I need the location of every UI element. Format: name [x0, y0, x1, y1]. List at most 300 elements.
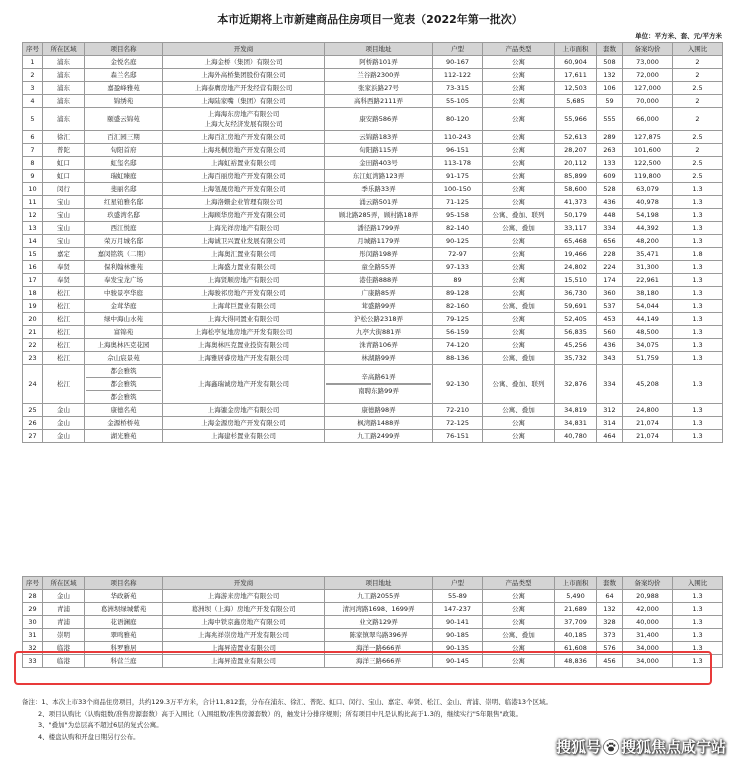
cell-no: 21: [23, 326, 43, 339]
cell-project-name: 虹玺名邸: [85, 157, 163, 170]
cell-ratio: 1.3: [673, 326, 723, 339]
cell-address: 业文路129弄: [325, 616, 433, 629]
cell-units: 436: [597, 196, 623, 209]
cell-listed-area: 58,600: [555, 183, 597, 196]
cell-developer: 上海骏祁房地产开发有限公司: [163, 287, 325, 300]
cell-layout: 96-151: [433, 144, 483, 157]
cell-avg-price: 31,300: [623, 261, 673, 274]
cell-no: 6: [23, 131, 43, 144]
cell-listed-area: 48,836: [555, 655, 597, 668]
cell-units: 555: [597, 108, 623, 131]
cell-project-name: [85, 365, 163, 404]
cell-developer: 上海建杉置业有限公司: [163, 430, 325, 443]
table-row: [23, 352, 723, 365]
cell-ratio: 1.3: [673, 655, 723, 668]
cell-ratio: 1.3: [673, 339, 723, 352]
cell-no: 33: [23, 655, 43, 668]
cell-project-name: 荣万月城名邸: [85, 235, 163, 248]
cell-project-name: 金源桥桥苑: [85, 417, 163, 430]
cell-area: 浦东: [43, 69, 85, 82]
cell-area: 徐汇: [43, 131, 85, 144]
header-cell: 所在区域: [43, 577, 85, 590]
cell-product-type: 公寓: [483, 616, 555, 629]
cell-area: 奉贤: [43, 261, 85, 274]
cell-ratio: 2.5: [673, 131, 723, 144]
cell-product-type: 公寓: [483, 248, 555, 261]
cell-listed-area: 33,117: [555, 222, 597, 235]
note-line: 3、"叠加"为总层高不超过6层的复式公寓。: [38, 721, 163, 730]
cell-avg-price: 119,800: [623, 170, 673, 183]
cell-no: 25: [23, 404, 43, 417]
cell-project-name: 绿中海山水苑: [85, 313, 163, 326]
table-row: [23, 261, 723, 274]
cell-developer: 上海昇造置业有限公司: [163, 642, 325, 655]
table-row: [23, 287, 723, 300]
cell-no: 15: [23, 248, 43, 261]
cell-ratio: 1.3: [673, 629, 723, 642]
cell-listed-area: 34,819: [555, 404, 597, 417]
cell-developer: 上海昇造置业有限公司: [163, 655, 325, 668]
cell-product-type: 公寓、叠加: [483, 300, 555, 313]
header-cell: 入围比: [673, 43, 723, 56]
cell-avg-price: 31,400: [623, 629, 673, 642]
cell-avg-price: 42,000: [623, 603, 673, 616]
cell-address: 季乐路33弄: [325, 183, 433, 196]
cell-no: 9: [23, 170, 43, 183]
cell-listed-area: 52,613: [555, 131, 597, 144]
cell-layout: 100-150: [433, 183, 483, 196]
cell-project-name: 中骏景亭华庭: [85, 287, 163, 300]
cell-area: 金山: [43, 430, 85, 443]
cell-units: 609: [597, 170, 623, 183]
cell-listed-area: 50,179: [555, 209, 597, 222]
cell-listed-area: 12,503: [555, 82, 597, 95]
cell-address: 张家浜路27号: [325, 82, 433, 95]
cell-units: 576: [597, 642, 623, 655]
cell-avg-price: 54,044: [623, 300, 673, 313]
cell-product-type: 公寓: [483, 287, 555, 300]
cell-layout: 90-145: [433, 655, 483, 668]
table-row: [23, 209, 723, 222]
note-line: 2、项目认购比（认购组数/准售房源套数）高于入围比（入围组数/准售房源套数）的，触发计分排序规则；所有项目中凡是认购比高于1.3的，继续实行"5年限售"政策。: [38, 709, 522, 718]
cell-units: 453: [597, 313, 623, 326]
cell-developer: 上海百汇房地产开发有限公司: [163, 131, 325, 144]
cell-layout: 92-130: [433, 365, 483, 404]
cell-avg-price: 21,074: [623, 430, 673, 443]
cell-ratio: 2: [673, 56, 723, 69]
cell-developer: 上海兆桐房地产开发有限公司: [163, 144, 325, 157]
cell-ratio: 1.3: [673, 404, 723, 417]
table-row: [23, 95, 723, 108]
cell-no: 32: [23, 642, 43, 655]
cell-layout: 95-158: [433, 209, 483, 222]
cell-address: 海洋三路666弄: [325, 655, 433, 668]
cell-avg-price: 54,198: [623, 209, 673, 222]
header-cell: 上市面积: [555, 577, 597, 590]
cell-address: 康安路586弄: [325, 108, 433, 131]
cell-avg-price: 44,149: [623, 313, 673, 326]
cell-avg-price: 45,208: [623, 365, 673, 404]
cell-area: 金山: [43, 417, 85, 430]
cell-listed-area: 28,207: [555, 144, 597, 157]
cell-layout: 110-243: [433, 131, 483, 144]
cell-layout: 82-140: [433, 222, 483, 235]
cell-product-type: 公寓: [483, 430, 555, 443]
cell-address: 广康路85弄: [325, 287, 433, 300]
cell-layout: 56-159: [433, 326, 483, 339]
cell-area: 宝山: [43, 196, 85, 209]
cell-developer: 上海泰膺房地产开发经营有限公司: [163, 82, 325, 95]
cell-area: 松江: [43, 313, 85, 326]
cell-layout: 80-120: [433, 108, 483, 131]
cell-developer: 上海游来房地产有限公司: [163, 590, 325, 603]
cell-product-type: 公寓: [483, 417, 555, 430]
cell-address: 月城路1179弄: [325, 235, 433, 248]
cell-ratio: 1.3: [673, 603, 723, 616]
cell-product-type: 公寓: [483, 590, 555, 603]
cell-area: 浦东: [43, 56, 85, 69]
cell-avg-price: 127,875: [623, 131, 673, 144]
header-cell: 开发商: [163, 43, 325, 56]
cell-ratio: 1.3: [673, 235, 723, 248]
cell-address: 洙青路106弄: [325, 339, 433, 352]
cell-area: 临港: [43, 642, 85, 655]
cell-developer: 上海兆祥崇房地产开发有限公司: [163, 629, 325, 642]
cell-product-type: 公寓: [483, 642, 555, 655]
cell-layout: 72-125: [433, 417, 483, 430]
note-line: 4、楼盘认购和开盘日期另行公布。: [38, 732, 140, 741]
cell-units: 132: [597, 603, 623, 616]
cell-avg-price: 38,180: [623, 287, 673, 300]
cell-developer: 上海松亭复地房地产开发有限公司: [163, 326, 325, 339]
table-row: [23, 313, 723, 326]
cell-area: 金山: [43, 590, 85, 603]
cell-units: 360: [597, 287, 623, 300]
cell-area: 松江: [43, 339, 85, 352]
developer-line: 上海海东房地产有限公司: [207, 110, 280, 118]
cell-ratio: 2: [673, 69, 723, 82]
cell-layout: 90-141: [433, 616, 483, 629]
cell-address: 潘径路1799弄: [325, 222, 433, 235]
cell-units: 224: [597, 261, 623, 274]
cell-product-type: 公寓: [483, 82, 555, 95]
cell-avg-price: 44,392: [623, 222, 673, 235]
cell-developer: 葛洲坝（上海）房地产开发有限公司: [163, 603, 325, 616]
cell-avg-price: 40,000: [623, 616, 673, 629]
cell-layout: 55-105: [433, 95, 483, 108]
cell-product-type: 公寓: [483, 235, 555, 248]
table-row: [23, 248, 723, 261]
cell-ratio: 2: [673, 108, 723, 131]
header-cell: 项目地址: [325, 43, 433, 56]
cell-developer: 上海大得同置业有限公司: [163, 313, 325, 326]
cell-project-name: 上海奥林匹克花园: [85, 339, 163, 352]
cell-product-type: 公寓: [483, 274, 555, 287]
cell-address: 云锦路183弄: [325, 131, 433, 144]
cell-listed-area: 19,466: [555, 248, 597, 261]
cell-product-type: 公寓: [483, 261, 555, 274]
cell-units: 334: [597, 222, 623, 235]
table-row: [23, 82, 723, 95]
cell-product-type: 公寓、叠加: [483, 222, 555, 235]
header-cell: 上市面积: [555, 43, 597, 56]
table-row: [23, 616, 723, 629]
cell-product-type: 公寓: [483, 196, 555, 209]
table-row: [23, 642, 723, 655]
cell-ratio: 1.8: [673, 248, 723, 261]
cell-no: 12: [23, 209, 43, 222]
cell-area: 松江: [43, 287, 85, 300]
cell-listed-area: 24,802: [555, 261, 597, 274]
cell-avg-price: 35,471: [623, 248, 673, 261]
header-cell: 项目名称: [85, 577, 163, 590]
cell-listed-area: 85,899: [555, 170, 597, 183]
cell-address: 九工路2055弄: [325, 590, 433, 603]
cell-listed-area: 35,732: [555, 352, 597, 365]
cell-product-type: 公寓: [483, 144, 555, 157]
cell-units: 537: [597, 300, 623, 313]
cell-avg-price: 40,978: [623, 196, 673, 209]
cell-ratio: 2.5: [673, 170, 723, 183]
header-cell: 产品类型: [483, 43, 555, 56]
header-cell: 产品类型: [483, 577, 555, 590]
cell-address: 清河湾路1698、1699弄: [325, 603, 433, 616]
cell-area: 宝山: [43, 209, 85, 222]
cell-layout: 73-315: [433, 82, 483, 95]
cell-avg-price: 34,000: [623, 642, 673, 655]
cell-developer: 上海奥林匹克置业投资有限公司: [163, 339, 325, 352]
table-row: [23, 404, 723, 417]
cell-area: 宝山: [43, 222, 85, 235]
cell-address: 九工路2499弄: [325, 430, 433, 443]
cell-address: 东江虹湾路123弄: [325, 170, 433, 183]
cell-area: 虹口: [43, 170, 85, 183]
cell-units: 314: [597, 417, 623, 430]
cell-developer: 上海盛力置业有限公司: [163, 261, 325, 274]
cell-listed-area: 52,405: [555, 313, 597, 326]
table-row: [23, 170, 723, 183]
unit-note: 单位：平方米、套、元/平方米: [635, 32, 722, 40]
cell-project-name: 锦绣苑: [85, 95, 163, 108]
cell-developer: 上海金桥（集团）有限公司: [163, 56, 325, 69]
cell-no: 29: [23, 603, 43, 616]
cell-developer: 上海顾华房地产开发有限公司: [163, 209, 325, 222]
cell-project-name: 花语澜庭: [85, 616, 163, 629]
cell-project-name: 斐丽名邸: [85, 183, 163, 196]
table-header: [23, 43, 723, 56]
cell-listed-area: 21,689: [555, 603, 597, 616]
table-row: [23, 157, 723, 170]
cell-units: 656: [597, 235, 623, 248]
cell-project-name: 保利翰林雅苑: [85, 261, 163, 274]
table-row: [23, 274, 723, 287]
cell-listed-area: 61,608: [555, 642, 597, 655]
cell-address: 阿桥路101弄: [325, 56, 433, 69]
cell-area: 临港: [43, 655, 85, 668]
cell-ratio: 1.3: [673, 209, 723, 222]
cell-listed-area: 56,835: [555, 326, 597, 339]
header-cell: 项目地址: [325, 577, 433, 590]
cell-listed-area: 60,904: [555, 56, 597, 69]
cell-project-name: 嘉闵铭筑（二期）: [85, 248, 163, 261]
cell-project-name: 科罗雅居: [85, 642, 163, 655]
cell-avg-price: 20,988: [623, 590, 673, 603]
cell-project-name: 玖盛湾名邸: [85, 209, 163, 222]
cell-avg-price: 73,000: [623, 56, 673, 69]
address-line: 辛高路61弄: [361, 373, 396, 381]
cell-units: 59: [597, 95, 623, 108]
cell-no: 10: [23, 183, 43, 196]
table-row: [23, 196, 723, 209]
header-cell: 户型: [433, 577, 483, 590]
header-cell: 备案均价: [623, 43, 673, 56]
cell-developer: [163, 108, 325, 131]
cell-address: 彤闵路198弄: [325, 248, 433, 261]
table-row: [23, 222, 723, 235]
cell-area: 青浦: [43, 616, 85, 629]
project-name-line: 都会雅筑: [86, 390, 161, 403]
cell-developer: 上海洛姗企业管理有限公司: [163, 196, 325, 209]
note-line: 备注：1、本次上市33个商品住房项目，共约129.3万平方米，合计11,812套，分布在浦东、徐汇、普陀、虹口、闵行、宝山、嘉定、奉贤、松江、金山、青浦、崇明、临港13个区域。: [22, 698, 553, 706]
cell-address: 茸盛路99弄: [325, 300, 433, 313]
cell-listed-area: 40,185: [555, 629, 597, 642]
cell-no: 30: [23, 616, 43, 629]
cell-units: 456: [597, 655, 623, 668]
cell-address: 港佳路888弄: [325, 274, 433, 287]
cell-product-type: 公寓: [483, 157, 555, 170]
cell-listed-area: 45,256: [555, 339, 597, 352]
cell-ratio: 1.3: [673, 196, 723, 209]
table-row: [23, 590, 723, 603]
cell-units: 343: [597, 352, 623, 365]
cell-product-type: 公寓: [483, 183, 555, 196]
cell-address: 金田路403号: [325, 157, 433, 170]
cell-project-name: 金悦名庭: [85, 56, 163, 69]
cell-ratio: 1.3: [673, 222, 723, 235]
cell-ratio: 2.5: [673, 82, 723, 95]
cell-developer: 上海鑫瑞诚房地产开发有限公司: [163, 365, 325, 404]
cell-avg-price: 24,800: [623, 404, 673, 417]
page-title: 本市近期将上市新建商品住房项目一览表（2022年第一批次）: [217, 13, 523, 26]
cell-address: 顾北路285弄，顾村路18弄: [325, 209, 433, 222]
cell-area: 嘉定: [43, 248, 85, 261]
project-table-main: [22, 42, 723, 443]
cell-units: 106: [597, 82, 623, 95]
watermark-right: 搜狐焦点咸宁站: [620, 738, 726, 756]
cell-address: 涌云路501弄: [325, 196, 433, 209]
cell-no: 27: [23, 430, 43, 443]
cell-layout: 89-128: [433, 287, 483, 300]
cell-avg-price: 101,600: [623, 144, 673, 157]
cell-area: 金山: [43, 404, 85, 417]
cell-layout: 72-97: [433, 248, 483, 261]
cell-listed-area: 65,468: [555, 235, 597, 248]
cell-project-name: 瑞虹臻庭: [85, 170, 163, 183]
cell-ratio: 1.3: [673, 300, 723, 313]
cell-product-type: 公寓、叠加、联列: [483, 365, 555, 404]
cell-no: 31: [23, 629, 43, 642]
cell-avg-price: 21,074: [623, 417, 673, 430]
cell-no: 13: [23, 222, 43, 235]
cell-avg-price: 22,961: [623, 274, 673, 287]
cell-project-name: 佘山宸景苑: [85, 352, 163, 365]
cell-listed-area: 34,831: [555, 417, 597, 430]
cell-layout: 147-237: [433, 603, 483, 616]
cell-project-name: 颐盛云锦苑: [85, 108, 163, 131]
cell-area: 浦东: [43, 95, 85, 108]
cell-ratio: 2: [673, 144, 723, 157]
cell-developer: 上海雅居睿房地产开发有限公司: [163, 352, 325, 365]
cell-units: 560: [597, 326, 623, 339]
cell-layout: 55-89: [433, 590, 483, 603]
cell-ratio: 1.3: [673, 183, 723, 196]
cell-avg-price: 34,075: [623, 339, 673, 352]
table-row: [23, 603, 723, 616]
watermark: [556, 736, 726, 757]
cell-area: 奉贤: [43, 274, 85, 287]
cell-ratio: 1.3: [673, 274, 723, 287]
header-cell: 开发商: [163, 577, 325, 590]
cell-area: 浦东: [43, 108, 85, 131]
project-name-line: 都会雅筑: [110, 367, 137, 375]
cell-product-type: 公寓、叠加: [483, 352, 555, 365]
cell-units: 464: [597, 430, 623, 443]
project-name-line: 都会雅筑: [86, 377, 161, 390]
cell-layout: 113-178: [433, 157, 483, 170]
cell-layout: 91-175: [433, 170, 483, 183]
cell-units: 508: [597, 56, 623, 69]
cell-no: 14: [23, 235, 43, 248]
cell-developer: 上海茸巨置业有限公司: [163, 300, 325, 313]
cell-address: 林湖路99弄: [325, 352, 433, 365]
cell-area: 松江: [43, 300, 85, 313]
cell-listed-area: 20,112: [555, 157, 597, 170]
cell-project-name: 华政新苑: [85, 590, 163, 603]
cell-product-type: 公寓: [483, 69, 555, 82]
developer-line: 上海大友经济发展有限公司: [204, 120, 283, 128]
cell-listed-area: 41,373: [555, 196, 597, 209]
cell-layout: 90-135: [433, 642, 483, 655]
cell-area: 松江: [43, 352, 85, 365]
header-cell: 所在区域: [43, 43, 85, 56]
table-row: [23, 183, 723, 196]
cell-product-type: 公寓、叠加: [483, 629, 555, 642]
header-cell: 套数: [597, 43, 623, 56]
cell-listed-area: 15,510: [555, 274, 597, 287]
cell-project-name: 旬阳首府: [85, 144, 163, 157]
cell-no: 19: [23, 300, 43, 313]
cell-layout: 71-125: [433, 196, 483, 209]
cell-product-type: 公寓: [483, 108, 555, 131]
cell-no: 5: [23, 108, 43, 131]
cell-developer: 上海奥汇置业有限公司: [163, 248, 325, 261]
cell-project-name: 森兰名邸: [85, 69, 163, 82]
cell-ratio: 1.3: [673, 590, 723, 603]
cell-no: 28: [23, 590, 43, 603]
cell-address: 海洋一路666弄: [325, 642, 433, 655]
cell-developer: 上海瓴晟房地产开发有限公司: [163, 183, 325, 196]
cell-product-type: 公寓: [483, 56, 555, 69]
cell-developer: 上海外高桥集团股份有限公司: [163, 69, 325, 82]
cell-layout: 89: [433, 274, 483, 287]
cell-product-type: 公寓、叠加: [483, 404, 555, 417]
cell-address: 兰谷路2300弄: [325, 69, 433, 82]
cell-area: 松江: [43, 326, 85, 339]
cell-no: 7: [23, 144, 43, 157]
table-row: [23, 417, 723, 430]
cell-project-name: 富锦苑: [85, 326, 163, 339]
cell-layout: 72-210: [433, 404, 483, 417]
